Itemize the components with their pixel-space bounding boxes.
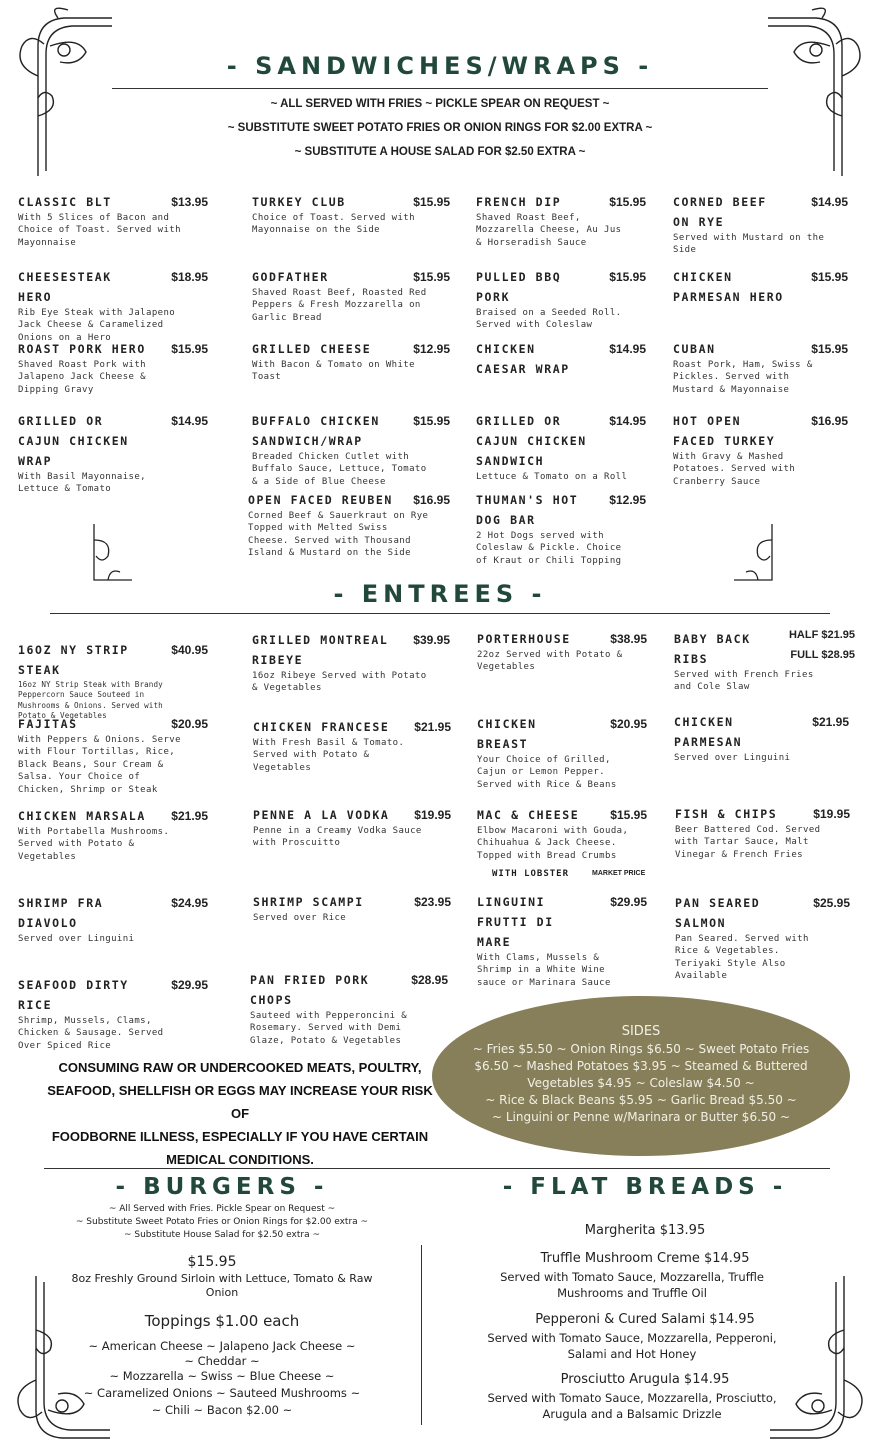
sandwich-item (673, 411, 848, 488)
entree-item-price: $19.95 (813, 807, 850, 821)
sandwich-item (476, 267, 646, 332)
sandwich-item-description: Rib Eye Steak with Jalapeno Jack Cheese & Caramelized Onions on a Hero (18, 308, 176, 343)
lobster-option-price: MARKET PRICE (592, 870, 646, 877)
sides-line: Vegetables $4.95 ~ Coleslaw $4.50 ~ (527, 1076, 755, 1090)
sandwich-item-name: GODFATHER (252, 270, 329, 284)
topping-line: ~ Chili ~ Bacon $2.00 ~ (151, 1403, 293, 1417)
entree-item-description: Sauteed with Pepperoncini & Rosemary. Served with Demi Glaze, Potato & Vegetables (250, 1011, 408, 1046)
entree-item-price: $21.95 (414, 720, 451, 734)
sandwich-item-name: PULLED BBQ PORK (476, 270, 562, 304)
flatbread-name: Prosciutto Arugula $14.95 (560, 1372, 730, 1387)
sandwich-item (476, 339, 646, 379)
sandwich-item-price: $14.95 (609, 414, 646, 428)
sandwich-item (252, 267, 450, 324)
sandwich-item-name: TURKEY CLUB (252, 195, 346, 209)
entree-item-description: 22oz Served with Potato & Vegetables (477, 650, 623, 673)
sandwich-item-name: CHICKEN CAESAR WRAP (476, 342, 570, 376)
entree-item-name: MAC & CHEESE (477, 808, 580, 822)
entree-item (477, 892, 647, 989)
sandwich-item-name: THUMAN'S HOT DOG BAR (476, 493, 579, 527)
entree-item-description: With Portabella Mushrooms. Served with Potato & Vegetables (18, 827, 170, 862)
flatbread-description: Served with Tomato Sauce, Mozzarella, Prosciutto, (487, 1391, 777, 1405)
sandwich-item-name: GRILLED OR CAJUN CHICKEN SANDWICH (476, 414, 587, 468)
entree-item-name: GRILLED MONTREAL RIBEYE (252, 633, 389, 667)
flatbread-name: Margherita $13.95 (584, 1223, 706, 1238)
sandwich-item-description: With Bacon & Tomato on White Toast (252, 360, 415, 383)
entree-item-price: $28.95 (411, 973, 448, 987)
warning-line: FOODBORNE ILLNESS, ESPECIALLY IF YOU HAVE CERTAIN (51, 1129, 429, 1144)
sides-title: SIDES (621, 1024, 661, 1039)
entree-item (675, 893, 850, 983)
entree-item-price: HALF $21.95 (788, 629, 855, 641)
entree-item (253, 892, 451, 924)
sandwich-item-name: GRILLED CHEESE (252, 342, 372, 356)
entree-item-description: Elbow Macaroni with Gouda, Chihuahua & Jack Cheese. Topped with Bread Crumbs (477, 826, 629, 861)
entree-item-name: CHICKEN BREAST (477, 717, 537, 751)
entree-item-description: Served over Linguini (18, 934, 135, 944)
sandwich-item-description: With Gravy & Mashed Potatoes. Served with Cranberry Sauce (673, 452, 796, 487)
entree-item-name: PAN SEARED SALMON (675, 896, 761, 930)
entree-item-price: $40.95 (171, 643, 208, 657)
sandwich-item (18, 192, 208, 249)
sandwich-item-description: Shaved Roast Beef, Roasted Red Peppers & Fresh Mozzarella on Garlic Bread (252, 288, 427, 323)
burgers-note: ~ All Served with Fries. Pickle Spear on Request ~ (108, 1204, 336, 1214)
flatbread-name: Pepperoni & Cured Salami $14.95 (535, 1312, 755, 1327)
sandwich-item-price: $14.95 (609, 342, 646, 356)
sandwich-item-name: OPEN FACED REUBEN (248, 493, 393, 507)
burgers-title: - BURGERS - (115, 1174, 329, 1200)
sandwiches-note: ~ ALL SERVED WITH FRIES ~ PICKLE SPEAR ON REQUEST ~ (270, 98, 610, 110)
lobster-option-label: WITH LOBSTER (492, 869, 570, 879)
entree-item-name: PORTERHOUSE (477, 632, 571, 646)
entree-item-price: $29.95 (171, 978, 208, 992)
sandwich-item (252, 339, 450, 384)
sandwich-item-description: Served with Mustard on the Side (673, 233, 825, 256)
burger-description: Onion (205, 1286, 239, 1299)
entree-item-name: LINGUINI FRUTTI DI MARE (477, 895, 554, 949)
sandwich-item-description: Shaved Roast Beef, Mozzarella Cheese, Au Jus & Horseradish Sauce (476, 213, 622, 248)
sandwich-item-price: $16.95 (413, 493, 450, 507)
sandwich-item (18, 411, 208, 496)
sandwich-item (476, 192, 646, 249)
entree-item-description: Served with French Fries and Cole Slaw (674, 670, 814, 693)
sandwich-item-price: $15.95 (609, 195, 646, 209)
burger-description: 8oz Freshly Ground Sirloin with Lettuce, Tomato & Raw (71, 1272, 373, 1285)
topping-line: ~ American Cheese ~ Jalapeno Jack Cheese ~ (88, 1339, 356, 1353)
sandwich-item-name: CHICKEN PARMESAN HERO (673, 270, 784, 304)
entree-item (675, 804, 850, 861)
sandwich-item-description: Lettuce & Tomato on a Roll (476, 472, 628, 482)
entree-item-price: $38.95 (610, 632, 647, 646)
entree-item-description: Served over Linguini (674, 753, 791, 763)
entree-item (18, 975, 208, 1052)
sandwich-item-price: $15.95 (413, 414, 450, 428)
entree-item (250, 970, 448, 1047)
entree-item-name: FAJITAS (18, 717, 78, 731)
flatbread-description: Served with Tomato Sauce, Mozzarella, Pepperoni, (487, 1331, 777, 1345)
entree-item (253, 805, 451, 850)
health-warning (40, 1056, 440, 1171)
entree-item-price: $24.95 (171, 896, 208, 910)
sandwich-item-price: $12.95 (413, 342, 450, 356)
entree-item-name: CHICKEN FRANCESE (253, 720, 390, 734)
sandwiches-rule (112, 88, 768, 89)
sandwich-item (18, 267, 208, 344)
sandwiches-note: ~ SUBSTITUTE SWEET POTATO FRIES OR ONION RINGS FOR $2.00 EXTRA ~ (227, 122, 653, 134)
topping-line: ~ Cheddar ~ (184, 1354, 260, 1368)
entree-item-description: Served over Rice (253, 913, 347, 923)
entree-item-name: SHRIMP SCAMPI (253, 895, 364, 909)
entree-item-name: CHICKEN MARSALA (18, 809, 146, 823)
flatbread-description: Served with Tomato Sauce, Mozzarella, Truffle (500, 1270, 764, 1284)
sandwich-item-name: CUBAN (673, 342, 716, 356)
entree-item-price: $21.95 (812, 715, 849, 729)
entree-item-description: Beer Battered Cod. Served with Tartar Sauce, Malt Vinegar & French Fries (675, 825, 821, 860)
entree-item (252, 630, 450, 695)
sandwiches-note: ~ SUBSTITUTE A HOUSE SALAD FOR $2.50 EXTRA ~ (294, 146, 586, 158)
sandwich-item-price: $15.95 (413, 195, 450, 209)
sandwich-item-price: $15.95 (171, 342, 208, 356)
burgers-note: ~ Substitute House Salad for $2.50 extra ~ (123, 1230, 320, 1240)
warning-line: MEDICAL CONDITIONS. (166, 1152, 314, 1167)
sandwich-item-price: $14.95 (811, 195, 848, 209)
flatbread-description: Mushrooms and Truffle Oil (557, 1286, 707, 1300)
flatbreads-title: - FLAT BREADS - (502, 1174, 788, 1200)
sides-line: ~ Fries $5.50 ~ Onion Rings $6.50 ~ Sweet Potato Fries (472, 1042, 810, 1056)
entree-item-description: Your Choice of Grilled, Cajun or Lemon Pepper. Served with Rice & Beans (477, 755, 617, 790)
ornament-mid-right (730, 520, 780, 586)
entree-item (477, 629, 647, 674)
entree-item-description: With Fresh Basil & Tomato. Served with Potato & Vegetables (253, 738, 405, 773)
entree-item-description: With Peppers & Onions. Serve with Flour Tortillas, Rice, Black Beans, Sour Cream & Salsa. Your Choice of Chicken, Shrimp or Steak (18, 735, 181, 795)
sandwich-item-description: 2 Hot Dogs served with Coleslaw & Pickle. Choice of Kraut or Chili Topping (476, 531, 622, 566)
sandwich-item-price: $18.95 (171, 270, 208, 284)
ornament-mid-left (86, 520, 136, 586)
sandwich-item-description: Shaved Roast Pork with Jalapeno Jack Cheese & Dipping Gravy (18, 360, 147, 395)
entree-item-price: $23.95 (414, 895, 451, 909)
entree-item-name: FISH & CHIPS (675, 807, 778, 821)
sides-panel (432, 996, 850, 1156)
sandwich-item (18, 339, 208, 396)
entree-item-name: SEAFOOD DIRTY RICE (18, 978, 129, 1012)
sandwich-item (673, 192, 848, 257)
entree-item-price: $29.95 (610, 895, 647, 909)
entree-item-name: PAN FRIED PORK CHOPS (250, 973, 370, 1007)
burger-price: $15.95 (187, 1254, 237, 1270)
entree-item-description: 16oz NY Strip Steak with Brandy Peppercorn Sauce Souteed in Mushrooms & Onions. Served with Potato & Vegetables (18, 680, 163, 721)
sandwich-item (476, 411, 646, 483)
sandwich-item-name: GRILLED OR CAJUN CHICKEN WRAP (18, 414, 129, 468)
sides-line: ~ Linguini or Penne w/Marinara or Butter $6.50 ~ (491, 1110, 791, 1124)
entree-item (674, 712, 849, 764)
entree-item-name: 16OZ NY STRIP STEAK (18, 643, 129, 677)
sandwiches-title: - SANDWICHES/WRAPS - (226, 52, 654, 80)
warning-line: SEAFOOD, SHELLFISH OR EGGS MAY INCREASE YOUR RISK OF (47, 1083, 433, 1121)
sandwich-item-price: $15.95 (609, 270, 646, 284)
sides-line: ~ Rice & Black Beans $5.95 ~ Garlic Bread $5.50 ~ (485, 1093, 797, 1107)
sandwich-item-name: HOT OPEN FACED TURKEY (673, 414, 776, 448)
sandwich-item-price: $15.95 (413, 270, 450, 284)
topping-line: ~ Mozzarella ~ Swiss ~ Blue Cheese ~ (109, 1369, 335, 1383)
sandwich-item (252, 411, 450, 488)
entree-item-description: Shrimp, Mussels, Clams, Chicken & Sausage. Served Over Spiced Rice (18, 1016, 164, 1051)
sandwich-item-name: ROAST PORK HERO (18, 342, 146, 356)
entree-item-description: With Clams, Mussels & Shrimp in a White Wine sauce or Marinara Sauce (477, 953, 611, 988)
sandwich-item-price: $12.95 (609, 493, 646, 507)
entree-item (674, 629, 855, 694)
entree-item (477, 714, 647, 791)
flatbread-description: Arugula and a Balsamic Drizzle (542, 1407, 722, 1421)
sandwich-item-name: CORNED BEEF ON RYE (673, 195, 767, 229)
entree-item-price: $20.95 (171, 717, 208, 731)
entree-item (477, 805, 647, 862)
flatbread-name: Truffle Mushroom Creme $14.95 (540, 1251, 750, 1266)
sandwich-item-name: FRENCH DIP (476, 195, 562, 209)
entree-item-price: $19.95 (414, 808, 451, 822)
entree-item-price: $21.95 (171, 809, 208, 823)
sandwich-item-price: $15.95 (811, 342, 848, 356)
entree-item (18, 893, 208, 945)
sandwich-item-description: Roast Pork, Ham, Swiss & Pickles. Served with Mustard & Mayonnaise (673, 360, 813, 395)
entree-item (253, 717, 451, 774)
entree-item-name: CHICKEN PARMESAN (674, 715, 743, 749)
toppings-title: Toppings $1.00 each (144, 1312, 300, 1330)
entree-item-name: BABY BACK RIBS (674, 632, 751, 666)
sandwich-item (252, 192, 450, 237)
entree-item-name: PENNE A LA VODKA (253, 808, 390, 822)
entree-item (18, 640, 208, 722)
sandwich-item-name: CLASSIC BLT (18, 195, 112, 209)
sandwich-item-description: Breaded Chicken Cutlet with Buffalo Sauce, Lettuce, Tomato & a Side of Blue Cheese (252, 452, 427, 487)
sandwich-item-description: With 5 Slices of Bacon and Choice of Toast. Served with Mayonnaise (18, 213, 181, 248)
sandwich-item-price: $13.95 (171, 195, 208, 209)
sides-line: $6.50 ~ Mashed Potatoes $3.95 ~ Steamed & Buttered (474, 1059, 808, 1073)
sandwich-item-description: With Basil Mayonnaise, Lettuce & Tomato (18, 472, 147, 495)
entree-item-price: $39.95 (413, 633, 450, 647)
sandwich-item-description: Corned Beef & Sauerkraut on Rye Topped with Melted Swiss Cheese. Served with Thousand Island & Mustard on the Side (248, 511, 429, 559)
entree-item-description: Pan Seared. Served with Rice & Vegetables. Teriyaki Style Also Available (675, 934, 809, 982)
flatbread-description: Salami and Hot Honey (567, 1347, 697, 1361)
entree-item (18, 806, 208, 863)
sandwich-item (476, 490, 646, 567)
warning-line: CONSUMING RAW OR UNDERCOOKED MEATS, POULTRY, (58, 1060, 422, 1075)
burgers-note: ~ Substitute Sweet Potato Fries or Onion Rings for $2.00 extra ~ (75, 1217, 369, 1227)
sandwich-item (673, 267, 848, 307)
topping-line: ~ Caramelized Onions ~ Sauteed Mushrooms ~ (83, 1386, 361, 1400)
sandwich-item-description: Choice of Toast. Served with Mayonnaise on the Side (252, 213, 415, 236)
bottom-section-rule (44, 1168, 830, 1169)
sandwich-item-price: $16.95 (811, 414, 848, 428)
sandwich-item-description: Braised on a Seeded Roll. Served with Coleslaw (476, 308, 622, 331)
entree-item-description: 16oz Ribeye Served with Potato & Vegetables (252, 671, 427, 694)
sandwich-item-price: $15.95 (811, 270, 848, 284)
sandwich-item-name: CHEESESTEAK HERO (18, 270, 112, 304)
entree-item-price: $20.95 (610, 717, 647, 731)
sandwich-item-name: BUFFALO CHICKEN SANDWICH/WRAP (252, 414, 380, 448)
entree-item (18, 714, 208, 796)
sandwich-item (673, 339, 848, 396)
entrees-title: - ENTREES - (333, 580, 547, 608)
entree-item-description: Penne in a Creamy Vodka Sauce with Proscuitto (253, 826, 422, 849)
entree-item-price-full: FULL $28.95 (790, 649, 855, 661)
sandwich-item (248, 490, 450, 560)
entrees-rule (50, 613, 830, 614)
entree-item-name: SHRIMP FRA DIAVOLO (18, 896, 104, 930)
entree-item-price: $15.95 (610, 808, 647, 822)
sandwich-item-price: $14.95 (171, 414, 208, 428)
entree-item-price: $25.95 (813, 896, 850, 910)
